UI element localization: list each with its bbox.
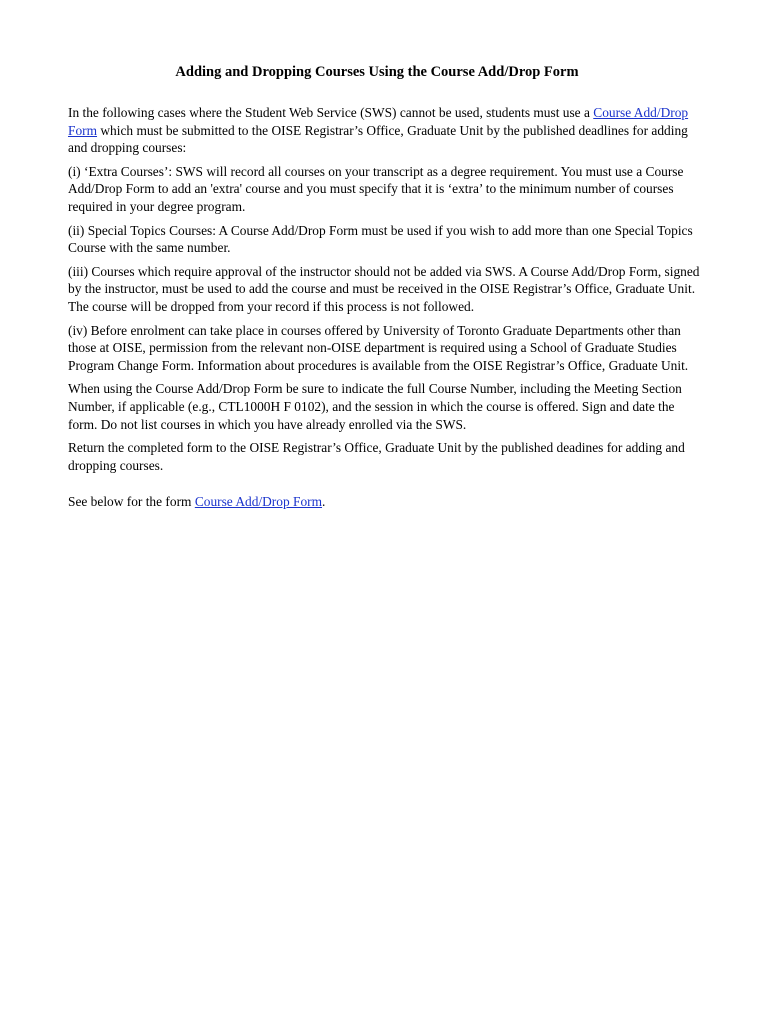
return-note: Return the completed form to the OISE Registrar’s Office, Graduate Unit by the published deadines for adding and dropping courses.: [68, 440, 685, 473]
case-extra-courses: (i) ‘Extra Courses’: SWS will record all courses on your transcript as a degree requirement. You must use a Course Add/Drop Form to add an 'extra' course and you must specify that it is ‘extra’ to the minimum number of courses required in your degree program.: [68, 163, 684, 214]
form-instructions: When using the Course Add/Drop Form be sure to indicate the full Course Number, including the Meeting Section Number, if applicable (e.g., CTL1000H F 0102), and the session in which the course is offered. Sign and date the form. Do not list courses in which you have already enrolled via the SWS.: [68, 381, 682, 432]
see-below-paragraph: [68, 493, 700, 511]
intro-paragraph: [68, 104, 700, 157]
document-page: [68, 62, 708, 517]
case-special-topics: (ii) Special Topics Courses: A Course Add/Drop Form must be used if you wish to add more than one Special Topics Course with the same number.: [68, 222, 693, 256]
intro-text-before: In the following cases where the Student Web Service (SWS) cannot be used, students must use a: [68, 105, 594, 120]
course-add-drop-form-link-bottom[interactable]: Course Add/Drop Form: [194, 494, 323, 510]
case-other-departments: (iv) Before enrolment can take place in courses offered by University of Toronto Graduate Departments other than those at OISE, permission from the relevant non-OISE department is required using a School of Graduate Studies Program Change Form. Information about procedures is available from the OISE Registrar’s Office, Graduate Unit.: [68, 322, 689, 373]
document-title: Adding and Dropping Courses Using the Course Add/Drop Form: [175, 64, 579, 80]
see-below-text-after: .: [322, 494, 326, 510]
intro-text-after: which must be submitted to the OISE Registrar’s Office, Graduate Unit by the published deadlines for adding and dropping courses:: [68, 122, 688, 156]
see-below-text-before: See below for the form: [68, 494, 195, 510]
case-instructor-approval: (iii) Courses which require approval of the instructor should not be added via SWS. A Course Add/Drop Form, signed by the instructor, must be used to add the course and must be received in the OISE Registrar’s Office, Graduate Unit. The course will be dropped from your record if this process is not followed.: [68, 263, 700, 314]
course-add-drop-form-link[interactable]: Course Add/Drop Form: [68, 105, 689, 138]
